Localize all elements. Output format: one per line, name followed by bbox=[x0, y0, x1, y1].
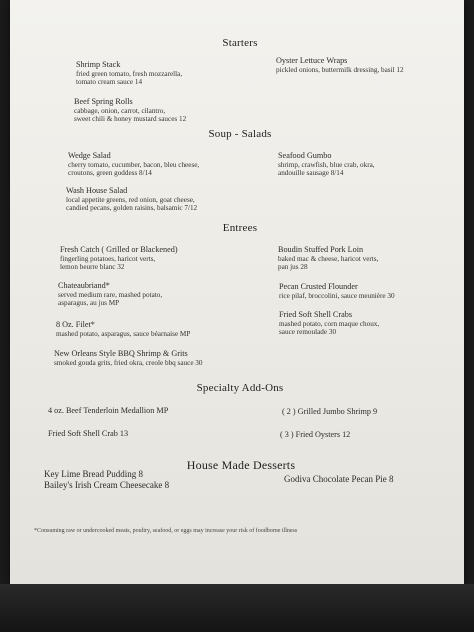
item-name: Oyster Lettuce Wraps bbox=[276, 56, 348, 65]
section-heading-specialty-add-ons: Specialty Add-Ons bbox=[196, 382, 284, 394]
item-description: candied pecans, golden raisins, balsamic 7/12 bbox=[66, 204, 198, 213]
item-name: Fresh Catch ( Grilled or Blackened) bbox=[60, 245, 178, 254]
background-surface bbox=[0, 584, 474, 632]
item-description: local appetite greens, red onion, goat cheese, bbox=[66, 195, 195, 204]
item-description: rice pilaf, broccolini, sauce meunière 30 bbox=[279, 291, 395, 300]
menu-item-shrimp-stack bbox=[76, 61, 182, 87]
menu-item-bbq-shrimp-grits bbox=[54, 350, 203, 367]
item-description: fried green tomato, fresh mozzarella, bbox=[76, 69, 183, 78]
item-description: served medium rare, mashed potato, bbox=[58, 290, 163, 299]
menu-item-seafood-gumbo bbox=[278, 152, 375, 178]
item-description: sauce remoulade 30 bbox=[279, 328, 337, 337]
menu-item-chateaubriand bbox=[58, 282, 162, 308]
section-heading-desserts: House Made Desserts bbox=[186, 458, 296, 472]
menu-item-fresh-catch bbox=[60, 246, 178, 272]
item-name: Wash House Salad bbox=[66, 186, 128, 195]
section-heading-entrees: Entrees bbox=[222, 222, 258, 234]
dessert-baileys-cheesecake: Bailey's Irish Cream Cheesecake 8 bbox=[44, 480, 170, 490]
consumer-advisory-footnote: *Consuming raw or undercooked meats, poultry, seafood, or eggs may increase your risk of foodborne illness bbox=[34, 528, 298, 534]
addon-fried-oysters: ( 3 ) Fried Oysters 12 bbox=[280, 430, 351, 439]
item-name: New Orleans Style BBQ Shrimp & Grits bbox=[54, 349, 188, 358]
item-description: pickled onions, buttermilk dressing, basil 12 bbox=[276, 65, 404, 74]
item-description: cabbage, onion, carrot, cilantro, bbox=[74, 106, 166, 115]
addon-soft-shell-crab: Fried Soft Shell Crab 13 bbox=[48, 429, 129, 438]
item-description: smoked gouda grits, fried okra, creole bbq sauce 30 bbox=[54, 358, 203, 367]
section-heading-soup-salads: Soup - Salads bbox=[208, 128, 272, 140]
item-description: mashed potato, asparagus, sauce béarnaise MP bbox=[56, 329, 191, 338]
item-description: croutons, green goddess 8/14 bbox=[68, 169, 152, 178]
addon-beef-medallion: 4 oz. Beef Tenderloin Medallion MP bbox=[48, 406, 169, 415]
item-name: 8 Oz. Filet* bbox=[56, 320, 95, 329]
item-name: Boudin Stuffed Pork Loin bbox=[278, 245, 364, 254]
menu-item-wash-house-salad bbox=[66, 187, 197, 213]
item-description: fingerling potatoes, haricot verts, bbox=[60, 254, 156, 263]
menu-item-fried-soft-shell-crabs bbox=[279, 311, 379, 337]
item-name: Pecan Crusted Flounder bbox=[279, 282, 358, 291]
item-description: cherry tomato, cucumber, bacon, bleu cheese, bbox=[68, 160, 200, 169]
menu-item-boudin-pork-loin bbox=[278, 246, 378, 272]
item-name: Chateaubriand* bbox=[58, 281, 110, 290]
item-name: Beef Spring Rolls bbox=[74, 97, 133, 106]
dessert-key-lime: Key Lime Bread Pudding 8 bbox=[44, 469, 143, 479]
menu-item-beef-spring-rolls bbox=[74, 98, 186, 124]
item-description: mashed potato, corn maque choux, bbox=[279, 319, 380, 328]
item-name: Wedge Salad bbox=[68, 151, 111, 160]
item-description: pan jus 28 bbox=[278, 263, 308, 272]
item-description: lemon beurre blanc 32 bbox=[60, 263, 125, 272]
item-description: baked mac & cheese, haricot verts, bbox=[278, 254, 379, 263]
section-heading-starters: Starters bbox=[222, 37, 258, 49]
item-description: asparagus, au jus MP bbox=[58, 299, 120, 308]
menu-item-wedge-salad bbox=[68, 152, 199, 178]
menu-item-oyster-lettuce-wraps bbox=[276, 57, 404, 74]
item-description: andouille sausage 8/14 bbox=[278, 169, 344, 178]
item-name: Fried Soft Shell Crabs bbox=[279, 310, 353, 319]
addon-grilled-shrimp: ( 2 ) Grilled Jumbo Shrimp 9 bbox=[282, 407, 378, 416]
item-name: Seafood Gumbo bbox=[278, 151, 332, 160]
item-description: tomato cream sauce 14 bbox=[76, 78, 143, 87]
menu-item-filet bbox=[56, 321, 190, 338]
item-name: Shrimp Stack bbox=[76, 60, 121, 69]
dessert-godiva-pie: Godiva Chocolate Pecan Pie 8 bbox=[284, 474, 394, 484]
item-description: sweet chili & honey mustard sauces 12 bbox=[74, 115, 187, 124]
item-description: shrimp, crawfish, blue crab, okra, bbox=[278, 160, 375, 169]
menu-item-pecan-crusted-flounder bbox=[279, 283, 395, 300]
